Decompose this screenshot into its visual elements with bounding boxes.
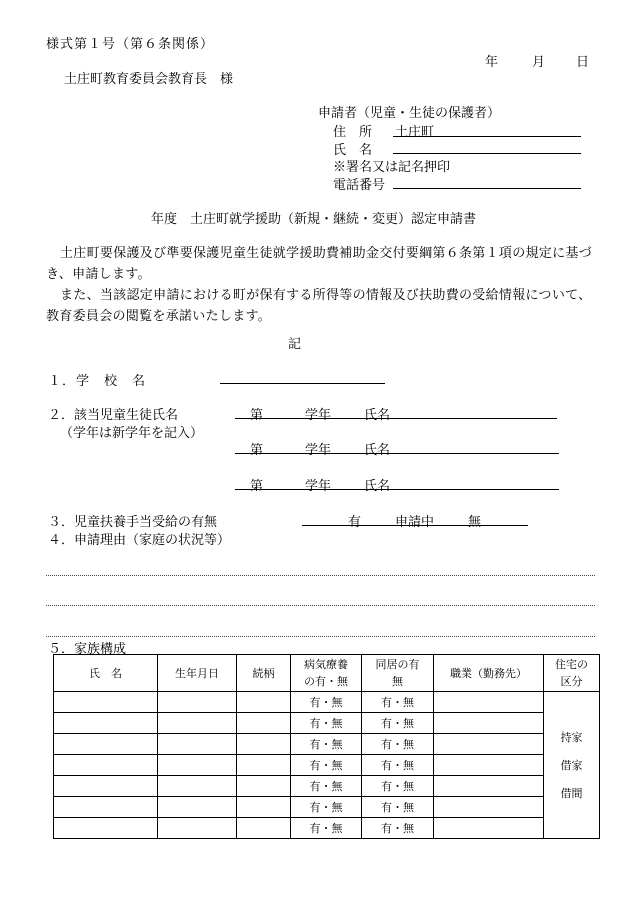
addressee: 土庄町教育委員会教育長 様 bbox=[64, 72, 234, 87]
header-cohabit-line1: 同居の有 bbox=[375, 658, 420, 671]
table-row bbox=[54, 713, 600, 734]
header-cohabit-line2: 無 bbox=[392, 675, 403, 688]
cell-name[interactable] bbox=[54, 734, 158, 755]
name-line[interactable] bbox=[393, 153, 581, 154]
header-job: 職業（勤務先） bbox=[434, 655, 544, 692]
housing-option-own[interactable]: 持家 bbox=[560, 730, 583, 744]
cell-illness[interactable]: 有・無 bbox=[291, 776, 362, 797]
applicant-title: 申請者（児童・生徒の保護者） bbox=[318, 106, 501, 121]
cell-cohabit[interactable]: 有・無 bbox=[362, 692, 434, 713]
cell-relation[interactable] bbox=[237, 797, 291, 818]
phone-line[interactable] bbox=[393, 188, 581, 189]
cell-birth[interactable] bbox=[158, 818, 237, 839]
header-illness-line2: の有・無 bbox=[304, 675, 348, 688]
cell-job[interactable] bbox=[434, 797, 544, 818]
header-housing-line1: 住宅の bbox=[555, 658, 588, 671]
cell-relation[interactable] bbox=[237, 713, 291, 734]
address-value: 土庄町 bbox=[395, 125, 435, 140]
header-housing bbox=[544, 655, 600, 692]
student-row-name: 氏名 bbox=[364, 443, 391, 458]
header-illness-line1: 病気療養 bbox=[304, 658, 348, 671]
cell-job[interactable] bbox=[434, 776, 544, 797]
cell-name[interactable] bbox=[54, 692, 158, 713]
school-line[interactable] bbox=[220, 383, 385, 384]
student-row-line[interactable] bbox=[235, 489, 559, 490]
cell-relation[interactable] bbox=[237, 734, 291, 755]
table-row bbox=[54, 797, 600, 818]
allowance-no[interactable]: 無 bbox=[468, 515, 482, 530]
paragraph-1: 土庄町要保護及び準要保護児童生徒就学援助費補助金交付要綱第６条第１項の規定に基づき、申請します。 bbox=[46, 246, 593, 282]
cell-cohabit[interactable]: 有・無 bbox=[362, 755, 434, 776]
address-label: 住 所 bbox=[333, 125, 373, 140]
family-table-header bbox=[54, 655, 600, 692]
cell-illness[interactable]: 有・無 bbox=[291, 713, 362, 734]
student-row-grade: 学年 bbox=[305, 443, 332, 458]
reason-line[interactable] bbox=[46, 605, 595, 606]
cell-relation[interactable] bbox=[237, 818, 291, 839]
header-cohabit bbox=[362, 655, 434, 692]
cell-name[interactable] bbox=[54, 713, 158, 734]
housing-option-rent-house[interactable]: 借家 bbox=[560, 758, 583, 772]
table-row bbox=[54, 692, 600, 713]
cell-cohabit[interactable]: 有・無 bbox=[362, 713, 434, 734]
header-birth: 生年月日 bbox=[158, 655, 237, 692]
cell-relation[interactable] bbox=[237, 755, 291, 776]
cell-relation[interactable] bbox=[237, 692, 291, 713]
sign-note: ※署名又は記名押印 bbox=[333, 160, 451, 175]
student-row-dai: 第 bbox=[250, 408, 264, 423]
form-id: 様式第１号（第６条関係） bbox=[46, 37, 215, 52]
table-row bbox=[54, 755, 600, 776]
cell-cohabit[interactable]: 有・無 bbox=[362, 818, 434, 839]
school-label: １．学 校 名 bbox=[48, 374, 147, 389]
cell-name[interactable] bbox=[54, 776, 158, 797]
family-label: ５．家族構成 bbox=[48, 642, 127, 657]
reason-line[interactable] bbox=[46, 636, 595, 637]
cell-birth[interactable] bbox=[158, 734, 237, 755]
cell-job[interactable] bbox=[434, 818, 544, 839]
cell-cohabit[interactable]: 有・無 bbox=[362, 776, 434, 797]
cell-birth[interactable] bbox=[158, 776, 237, 797]
reason-line[interactable] bbox=[46, 575, 595, 576]
cell-relation[interactable] bbox=[237, 776, 291, 797]
cell-illness[interactable]: 有・無 bbox=[291, 755, 362, 776]
cell-cohabit[interactable]: 有・無 bbox=[362, 797, 434, 818]
student-row-dai: 第 bbox=[250, 479, 264, 494]
cell-name[interactable] bbox=[54, 797, 158, 818]
cell-illness[interactable]: 有・無 bbox=[291, 797, 362, 818]
paragraph-2: また、当該認定申請における町が保有する所得等の情報及び扶助費の受給情報について、教育委員会の閲覧を承諾いたします。 bbox=[46, 288, 592, 324]
cell-illness[interactable]: 有・無 bbox=[291, 818, 362, 839]
table-row bbox=[54, 734, 600, 755]
ki-heading: 記 bbox=[288, 337, 302, 352]
student-row-grade: 学年 bbox=[305, 479, 332, 494]
allowance-line bbox=[302, 525, 528, 526]
cell-illness[interactable]: 有・無 bbox=[291, 734, 362, 755]
header-housing-line2: 区分 bbox=[560, 675, 583, 688]
table-row bbox=[54, 776, 600, 797]
student-row-dai: 第 bbox=[250, 443, 264, 458]
student-note: （学年は新学年を記入） bbox=[60, 426, 204, 441]
cell-cohabit[interactable]: 有・無 bbox=[362, 734, 434, 755]
student-row-grade: 学年 bbox=[305, 408, 332, 423]
cell-job[interactable] bbox=[434, 713, 544, 734]
cell-name[interactable] bbox=[54, 818, 158, 839]
student-row-line[interactable] bbox=[235, 453, 559, 454]
cell-name[interactable] bbox=[54, 755, 158, 776]
date-month-label: 月 bbox=[532, 55, 546, 70]
table-row bbox=[54, 818, 600, 839]
header-relation: 続柄 bbox=[237, 655, 291, 692]
student-label: ２．該当児童生徒氏名 bbox=[48, 408, 179, 423]
student-row-name: 氏名 bbox=[364, 408, 391, 423]
allowance-yes[interactable]: 有 bbox=[348, 515, 362, 530]
cell-job[interactable] bbox=[434, 755, 544, 776]
date-year-label: 年 bbox=[485, 55, 499, 70]
cell-birth[interactable] bbox=[158, 692, 237, 713]
cell-illness[interactable]: 有・無 bbox=[291, 692, 362, 713]
cell-housing[interactable] bbox=[544, 692, 600, 839]
cell-job[interactable] bbox=[434, 734, 544, 755]
header-name: 氏 名 bbox=[54, 655, 158, 692]
date-day-label: 日 bbox=[576, 55, 590, 70]
allowance-label: ３．児童扶養手当受給の有無 bbox=[48, 515, 218, 530]
cell-birth[interactable] bbox=[158, 797, 237, 818]
doc-title: 年度 土庄町就学援助（新規・継続・変更）認定申請書 bbox=[151, 212, 477, 227]
cell-birth[interactable] bbox=[158, 755, 237, 776]
name-label: 氏 名 bbox=[333, 143, 373, 158]
student-row-name: 氏名 bbox=[364, 479, 391, 494]
housing-option-rent-room[interactable]: 借間 bbox=[560, 786, 583, 800]
phone-label: 電話番号 bbox=[333, 178, 386, 193]
student-row-line[interactable] bbox=[235, 418, 557, 419]
allowance-pending[interactable]: 申請中 bbox=[395, 515, 435, 530]
reason-label: ４．申請理由（家庭の状況等） bbox=[48, 533, 231, 548]
cell-job[interactable] bbox=[434, 692, 544, 713]
header-illness bbox=[291, 655, 362, 692]
family-table bbox=[53, 654, 600, 839]
cell-birth[interactable] bbox=[158, 713, 237, 734]
address-line[interactable] bbox=[393, 136, 581, 137]
